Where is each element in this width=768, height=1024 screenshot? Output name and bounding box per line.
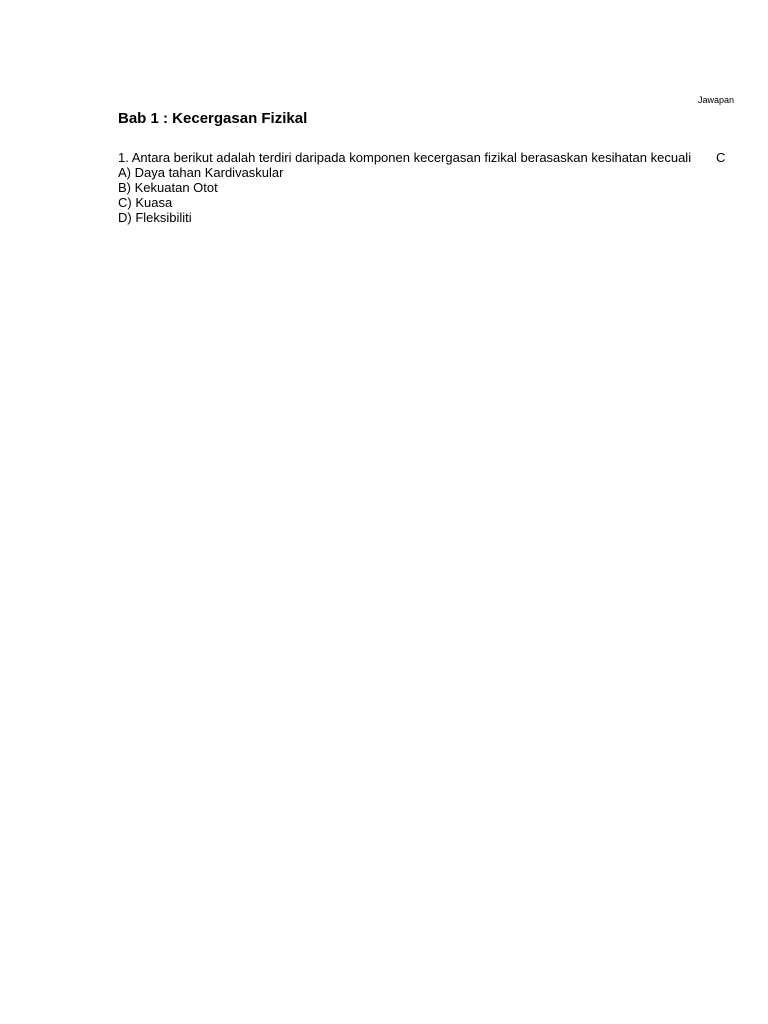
q1-option-d: D) Fleksibiliti [118,210,192,225]
q1-option-b: B) Kekuatan Otot [118,180,218,195]
chapter-title: Bab 1 : Kecergasan Fizikal [118,110,308,127]
q1-option-c: C) Kuasa [118,195,173,210]
q1-answer: C [716,150,726,165]
question-1 [118,150,718,225]
q1-number: 1. [118,150,129,165]
q1-stem: Antara berikut adalah terdiri daripada komponen kecergasan fizikal berasaskan kesihatan kecuali [131,150,692,165]
answer-column-label: Jawapan [698,95,735,105]
q1-option-a: A) Daya tahan Kardivaskular [118,165,284,180]
